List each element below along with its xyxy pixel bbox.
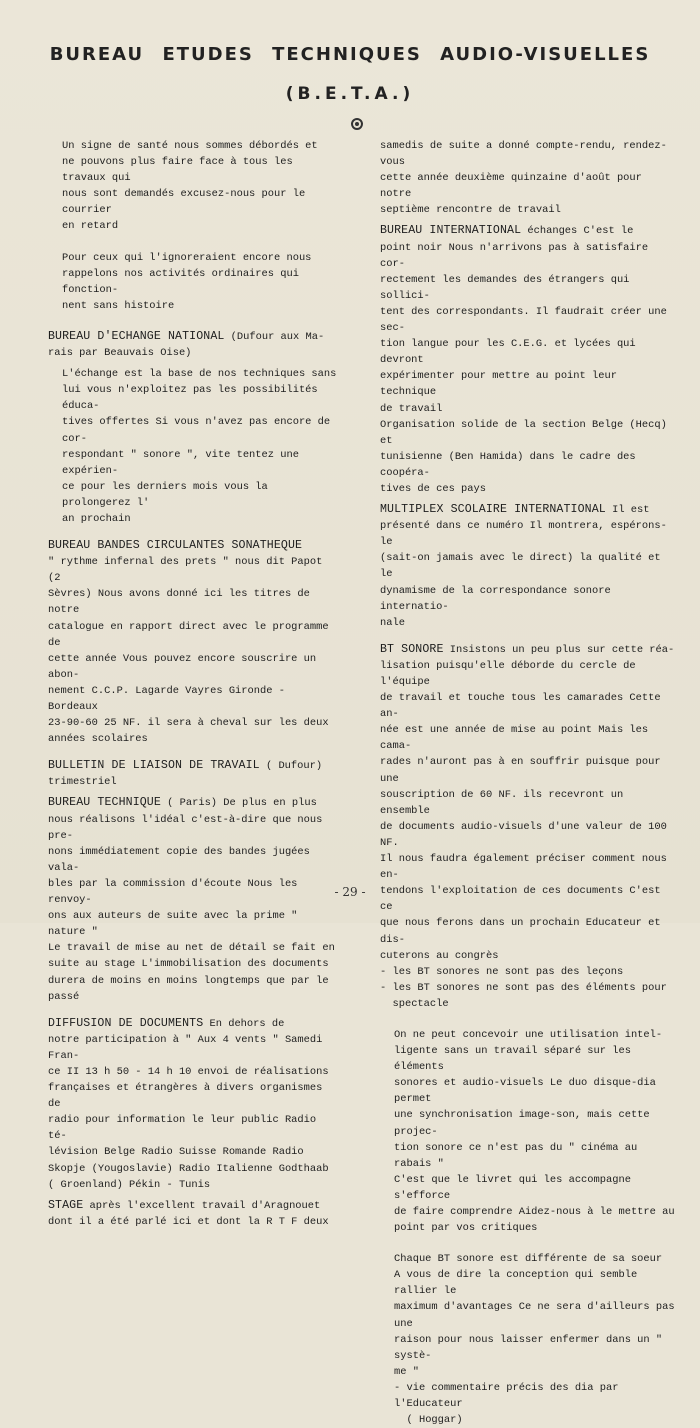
section-text: échanges C'est le point noir Nous n'arrivons pas à satisfaire cor- rectement les demandes des étrangers qui sollici- tent des correspondants. Il faudrait créer une sec- tion langue pour les C.E.G. et lycées qui devront expérimenter pour mettre au point leur technique de travail Organisation solide de la section Belge (Hecq) et tunisienne (Ben Hamida) dans le cadre des coopéra- tives de ces pays	[380, 225, 667, 495]
section-heading: MULTIPLEX SCOLAIRE INTERNATIONAL	[380, 503, 606, 517]
continued-paragraph: samedis de suite a donné compte-rendu, rendez-vous cette année deuxième quinzaine d'août pour notre septième rencontre de travail	[380, 140, 667, 217]
section-bulletin	[48, 758, 340, 790]
intro-paragraph: Un signe de santé nous sommes débordés et ne pouvons plus faire face à tous les travaux qui nous sont demandés excusez-nous pour le courrier en retard	[62, 140, 318, 233]
section-stage	[48, 1198, 340, 1230]
paragraph-conception: Chaque BT sonore est différente de sa soeur A vous de dire la conception qui semble rallier le maximum d'avantages Ce ne sera d'ailleurs pas une raison pour nous laisser enfermer dans un " systè- me " - vie commentaire précis des dia par l'Educateur ( Hoggar)	[394, 1253, 675, 1427]
section-technique	[48, 795, 340, 1004]
section-heading: STAGE	[48, 1198, 84, 1212]
section-text: Insistons un peu plus sur cette réa- lisation puisqu'elle déborde du cercle de l'équipe de travail et touche tous les camarades Cette an- née est une année de mise au point Mais les cama- rades n'auront pas à en souffrir puisque pour une souscription de 60 NF. ils recevront un ensemble de documents audio-visuels d'une valeur de 100 NF. Il nous faudra également préciser comment nous en- tendons l'exploitation de ces documents C'est ce que nous ferons dans un prochain Educateur et dis- cuterons au congrès - les BT sonores ne sont pas des leçons - les BT sonores ne sont pas des éléments pour spectacle	[380, 643, 675, 1010]
paragraph-utilisation: On ne peut concevoir une utilisation intel- ligente sans un travail séparé sur les éléments sonores et audio-visuels Le duo disque-dia permet une synchronisation image-son, mais cette projec- tion sonore ce n'est pas du " cinéma au rabais " C'est que le livret qui les accompagne s'efforce de faire comprendre Aidez-nous à le mettre au point par vos critiques	[394, 1028, 675, 1235]
section-heading: BUREAU TECHNIQUE	[48, 796, 161, 810]
section-text: ( Dufour) trimestriel	[48, 760, 323, 789]
page-title: BUREAU ETUDES TECHNIQUES AUDIO-VISUELLES	[49, 44, 651, 65]
section-text: Il est présenté dans ce numéro Il montrera, espérons-le (sait-on jamais avec le direct) la qualité et le dynamisme de la correspondance sonore internatio- nale	[380, 504, 667, 629]
page-subtitle: (B.E.T.A.)	[285, 84, 415, 104]
section-bt-sonore	[380, 642, 676, 1012]
section-multiplex	[380, 502, 676, 631]
section-text: ( Paris) De plus en plus nous réalisons l'idéal c'est-à-dire que nous pre- nons immédiatement copie des bandes jugées vala- bles par la commission d'écoute Nous les renvoy- ons aux auteurs de suite avec la prime " nature " Le travail de mise au net de détail se fait en suite au stage L'immobilisation des documents durera de moins en moins longtemps que par le passé	[48, 797, 335, 1003]
section-bureau-echange	[48, 329, 340, 361]
section-text: En dehors de notre participation à " Aux 4 vents " Samedi Fran- ce II 13 h 50 - 14 h 10 envoi de réalisations françaises et étrangères à divers organismes de radio pour information le leur public Radio té- lévision Belge Radio Suisse Romande Radio Skopje (Yougoslavie) Radio Italienne Godthaab ( Groenland) Pékin - Tunis	[48, 1017, 329, 1191]
section-heading: BUREAU BANDES CIRCULANTES SONATHEQUE	[48, 539, 303, 553]
page-number: - 29 -	[334, 885, 366, 899]
right-column	[380, 138, 676, 1428]
section-text: (Dufour aux Ma- rais par Beauvais Oise)	[48, 330, 325, 360]
section-diffusion	[48, 1016, 340, 1193]
bullet-icon	[351, 118, 363, 130]
section-body: " rythme infernal des prets " nous dit Papot (2 Sèvres) Nous avons donné ici les titres de notre catalogue en rapport direct avec le programme de cette année Vous pouvez encore souscrire un abon- nement C.C.P. Lagarde Vayres Gironde - Bordeaux 23-90-60 25 NF. il sera à cheval sur les deux années scolaires	[48, 556, 329, 746]
section-heading: BULLETIN DE LIAISON DE TRAVAIL	[48, 759, 260, 773]
left-column	[48, 138, 340, 1230]
section-heading: DIFFUSION DE DOCUMENTS	[48, 1016, 204, 1030]
section-international	[380, 223, 676, 497]
section-body: L'échange est la base de nos techniques sans lui vous n'exploitez pas les possibilités éduca- tives offertes Si vous n'avez pas encore de cor- respondant " sonore ", vite tentez une expérien- ce pour les derniers mois vous la prolongerez l' an prochain	[62, 368, 337, 525]
intro-paragraph-2: Pour ceux qui l'ignoreraient encore nous rappelons nos activités ordinaires qui fonction- nent sans histoire	[62, 251, 312, 312]
section-heading: BT SONORE	[380, 642, 444, 656]
section-heading: BUREAU D'ECHANGE NATIONAL	[48, 329, 225, 343]
section-heading: BUREAU INTERNATIONAL	[380, 224, 522, 238]
section-text: après l'excellent travail d'Aragnouet dont il a été parlé ici et dont la R T F deux	[48, 1199, 329, 1228]
